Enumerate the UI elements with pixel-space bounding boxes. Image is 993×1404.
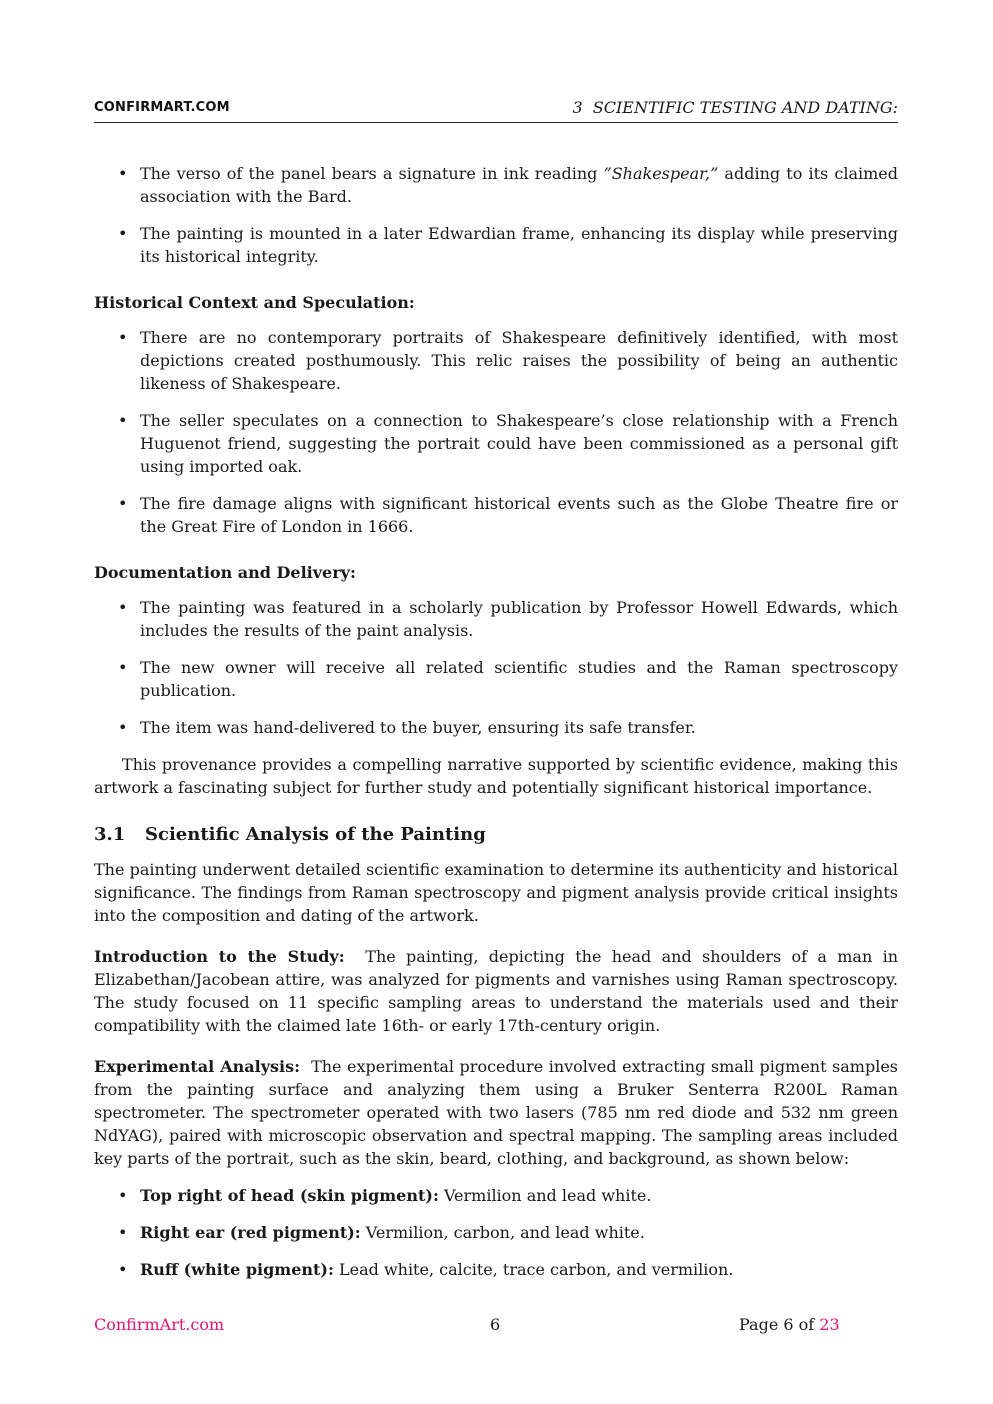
intro-bullet-list [94,162,898,268]
experimental-paragraph: Experimental Analysis: The experimental procedure involved extracting small pigment samples from the painting surface and analyzing them using a Bruker Senterra R200L Raman spectrometer. The spectrometer operated with two lasers (785 nm red diode and 532 nm green NdYAG), paired with microscopic observation and spectral mapping. The sampling areas included key parts of the portrait, such as the skin, beard, clothing, and background, as shown below: [94,1057,899,1168]
list-item: • The verso of the panel bears a signature in ink reading ”Shakespear,” adding to its claimed association with the Bard. [94,162,898,208]
study-paragraph: Introduction to the Study: The painting, depicting the head and shoulders of a man in Elizabethan/Jacobean attire, was analyzed for pigments and varnishes using Raman spectroscopy. The study focused on 11 specific sampling areas to understand the materials used and their compatibility with the claimed late 16th- or early 17th-century origin. [94,947,899,1035]
list-item: • The painting was featured in a scholarly publication by Professor Howell Edwards, which includes the results of the paint analysis. [94,596,898,642]
page-footer [94,1315,898,1339]
running-header-section-title: SCIENTIFIC TESTING AND DATING: [592,98,898,117]
total-pages-link[interactable]: 23 [819,1315,840,1334]
list-item: • The seller speculates on a connection to Shakespeare’s close relationship with a French Huguenot friend, suggesting the portrait could have been commissioned as a personal gift using imported oak. [94,409,898,478]
provenance-paragraph: This provenance provides a compelling narrative supported by scientific evidence, making this artwork a fascinating subject for further study and potentially significant historical importance. [94,755,898,797]
experimental-heading: Experimental Analysis: [94,1057,300,1076]
running-header [573,98,898,117]
running-header-section-number: 3 [572,98,583,117]
samples-list [94,1184,898,1281]
list-item: • There are no contemporary portraits of Shakespeare definitively identified, with most depictions created posthumously. This relic raises the possibility of being an authentic likeness of Shakespeare. [94,326,898,395]
list-item: • Right ear (red pigment): Vermilion, carbon, and lead white. [94,1221,898,1244]
documentation-list [94,596,898,739]
list-item: • Top right of head (skin pigment): Vermilion and lead white. [94,1184,898,1207]
list-item: • The painting is mounted in a later Edwardian frame, enhancing its display while preserving its historical integrity. [94,222,898,268]
list-item: • The fire damage aligns with significant historical events such as the Globe Theatre fire or the Great Fire of London in 1666. [94,492,898,538]
page-body [94,162,898,1295]
list-item: • The item was hand-delivered to the buyer, ensuring its safe transfer. [94,716,898,739]
section-title: Scientific Analysis of the Painting [145,824,486,845]
list-item: • Ruff (white pigment): Lead white, calcite, trace carbon, and vermilion. [94,1258,898,1281]
footer-page-number: 6 [490,1315,501,1334]
footer-site-link[interactable]: ConfirmArt.com [94,1315,225,1334]
list-item: • The new owner will receive all related scientific studies and the Raman spectroscopy publication. [94,656,898,702]
section-intro-paragraph: The painting underwent detailed scientific examination to determine its authenticity and historical significance. The findings from Raman spectroscopy and pigment analysis provide critical insights into the composition and dating of the artwork. [94,860,898,925]
page-header [94,98,898,123]
site-logo[interactable]: CONFIRMART.COM [94,100,230,115]
historical-heading: Historical Context and Speculation: [94,293,415,312]
historical-list [94,326,898,538]
signature-quote: ”Shakespear,” [603,164,719,183]
study-heading: Introduction to the Study: [94,947,345,966]
section-heading [94,823,898,846]
footer-page-count: Page 6 of 23 [739,1315,840,1334]
section-number: 3.1 [94,824,126,845]
documentation-heading: Documentation and Delivery: [94,563,356,582]
